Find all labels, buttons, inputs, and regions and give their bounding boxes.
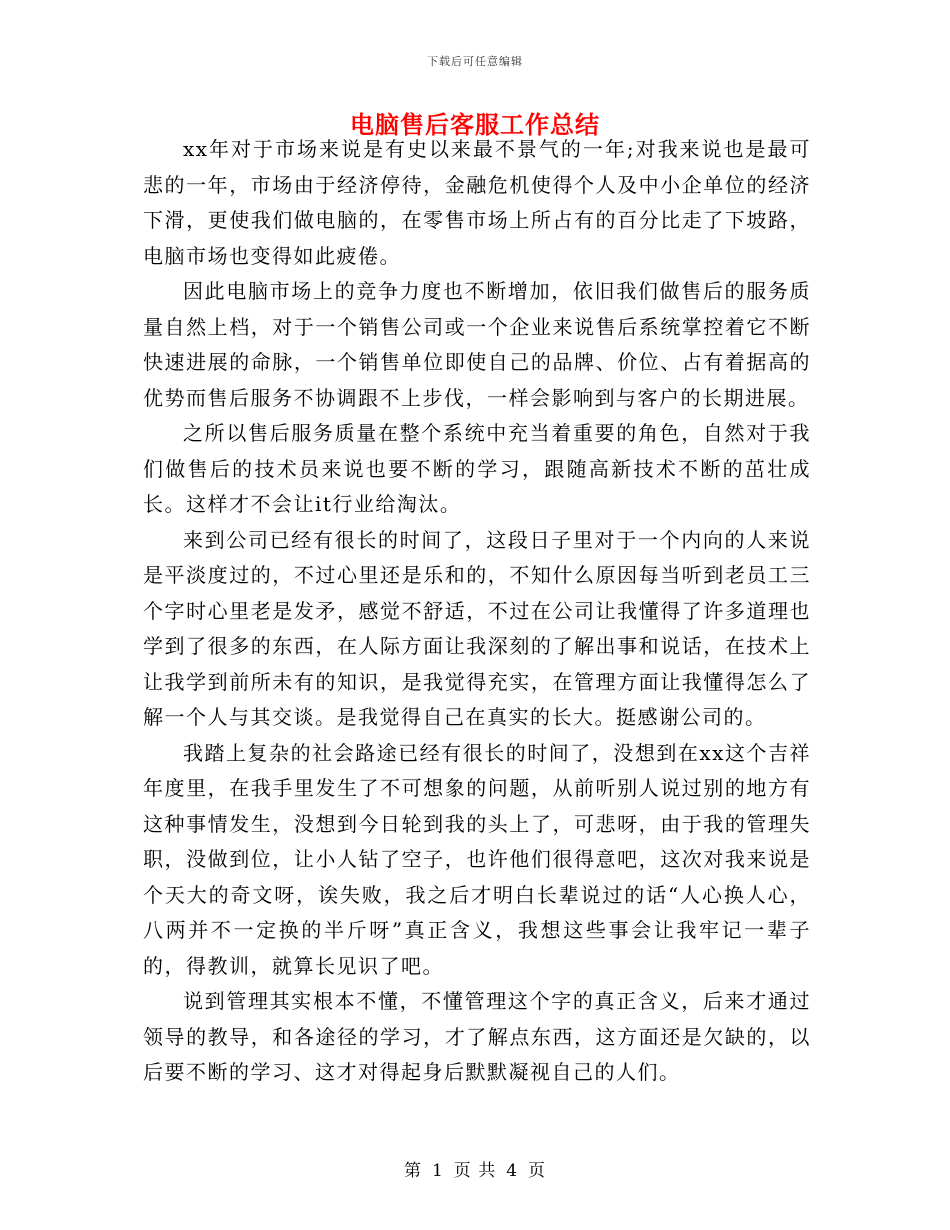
page-header-note: 下载后可任意编辑 xyxy=(427,55,523,68)
footer-suffix: 页 xyxy=(528,1161,547,1181)
paragraph-3: 之所以售后服务质量在整个系统中充当着重要的角色，自然对于我们做售后的技术员来说也要不断的学习，跟随高新技术不断的茁壮成长。这样才不会让it行业给淘汰。 xyxy=(143,421,811,516)
page-footer xyxy=(0,1156,950,1181)
paragraph-5: 我踏上复杂的社会路途已经有很长的时间了，没想到在xx这个吉祥年度里，在我手里发生了不可想象的问题，从前听别人说过别的地方有这种事情发生，没想到今日轮到我的头上了，可悲呀，由于我的管理失职，没做到位，让小人钻了空子，也许他们很得意吧，这次对我来说是个天大的奇文呀，诶失败，我之后才明白长辈说过的话“人心换人心，八两并不一定换的半斤呀”真正含义，我想这些事会让我牢记一辈子的，得教训，就算长见识了吧。 xyxy=(143,740,811,978)
footer-middle: 页 共 xyxy=(453,1161,497,1181)
footer-prefix: 第 xyxy=(403,1161,422,1181)
paragraph-6: 说到管理其实根本不懂，不懂管理这个字的真正含义，后来才通过领导的教导，和各途径的学习，才了解点东西，这方面还是欠缺的，以后要不断的学习、这才对得起身后默默凝视自己的人们。 xyxy=(143,989,811,1084)
paragraph-1: xx年对于市场来说是有史以来最不景气的一年;对我来说也是最可悲的一年，市场由于经济停待，金融危机使得个人及中小企单位的经济下滑，更使我们做电脑的，在零售市场上所占有的百分比走了下坡路，电脑市场也变得如此疲倦。 xyxy=(143,137,811,268)
paragraph-4: 来到公司已经有很长的时间了，这段日子里对于一个内向的人来说是平淡度过的，不过心里还是乐和的，不知什么原因每当听到老员工三个字时心里老是发矛，感觉不舒适，不过在公司让我懂得了许多道理也学到了很多的东西，在人际方面让我深刻的了解出事和说话，在技术上让我学到前所未有的知识，是我觉得充实，在管理方面让我懂得怎么了解一个人与其交谈。是我觉得自己在真实的长大。挺感谢公司的。 xyxy=(143,527,811,729)
paragraph-2: 因此电脑市场上的竞争力度也不断增加，依旧我们做售后的服务质量自然上档，对于一个销售公司或一个企业来说售后系统掌控着它不断快速进展的命脉，一个销售单位即使自己的品牌、价位、占有着据高的优势而售后服务不协调跟不上步伐，一样会影响到与客户的长期进展。 xyxy=(143,279,811,410)
footer-total-pages: 4 xyxy=(506,1161,519,1181)
document-body xyxy=(143,132,811,1091)
document-title: 电脑售后客服工作总结 xyxy=(350,111,600,139)
footer-current-page: 1 xyxy=(431,1161,444,1181)
